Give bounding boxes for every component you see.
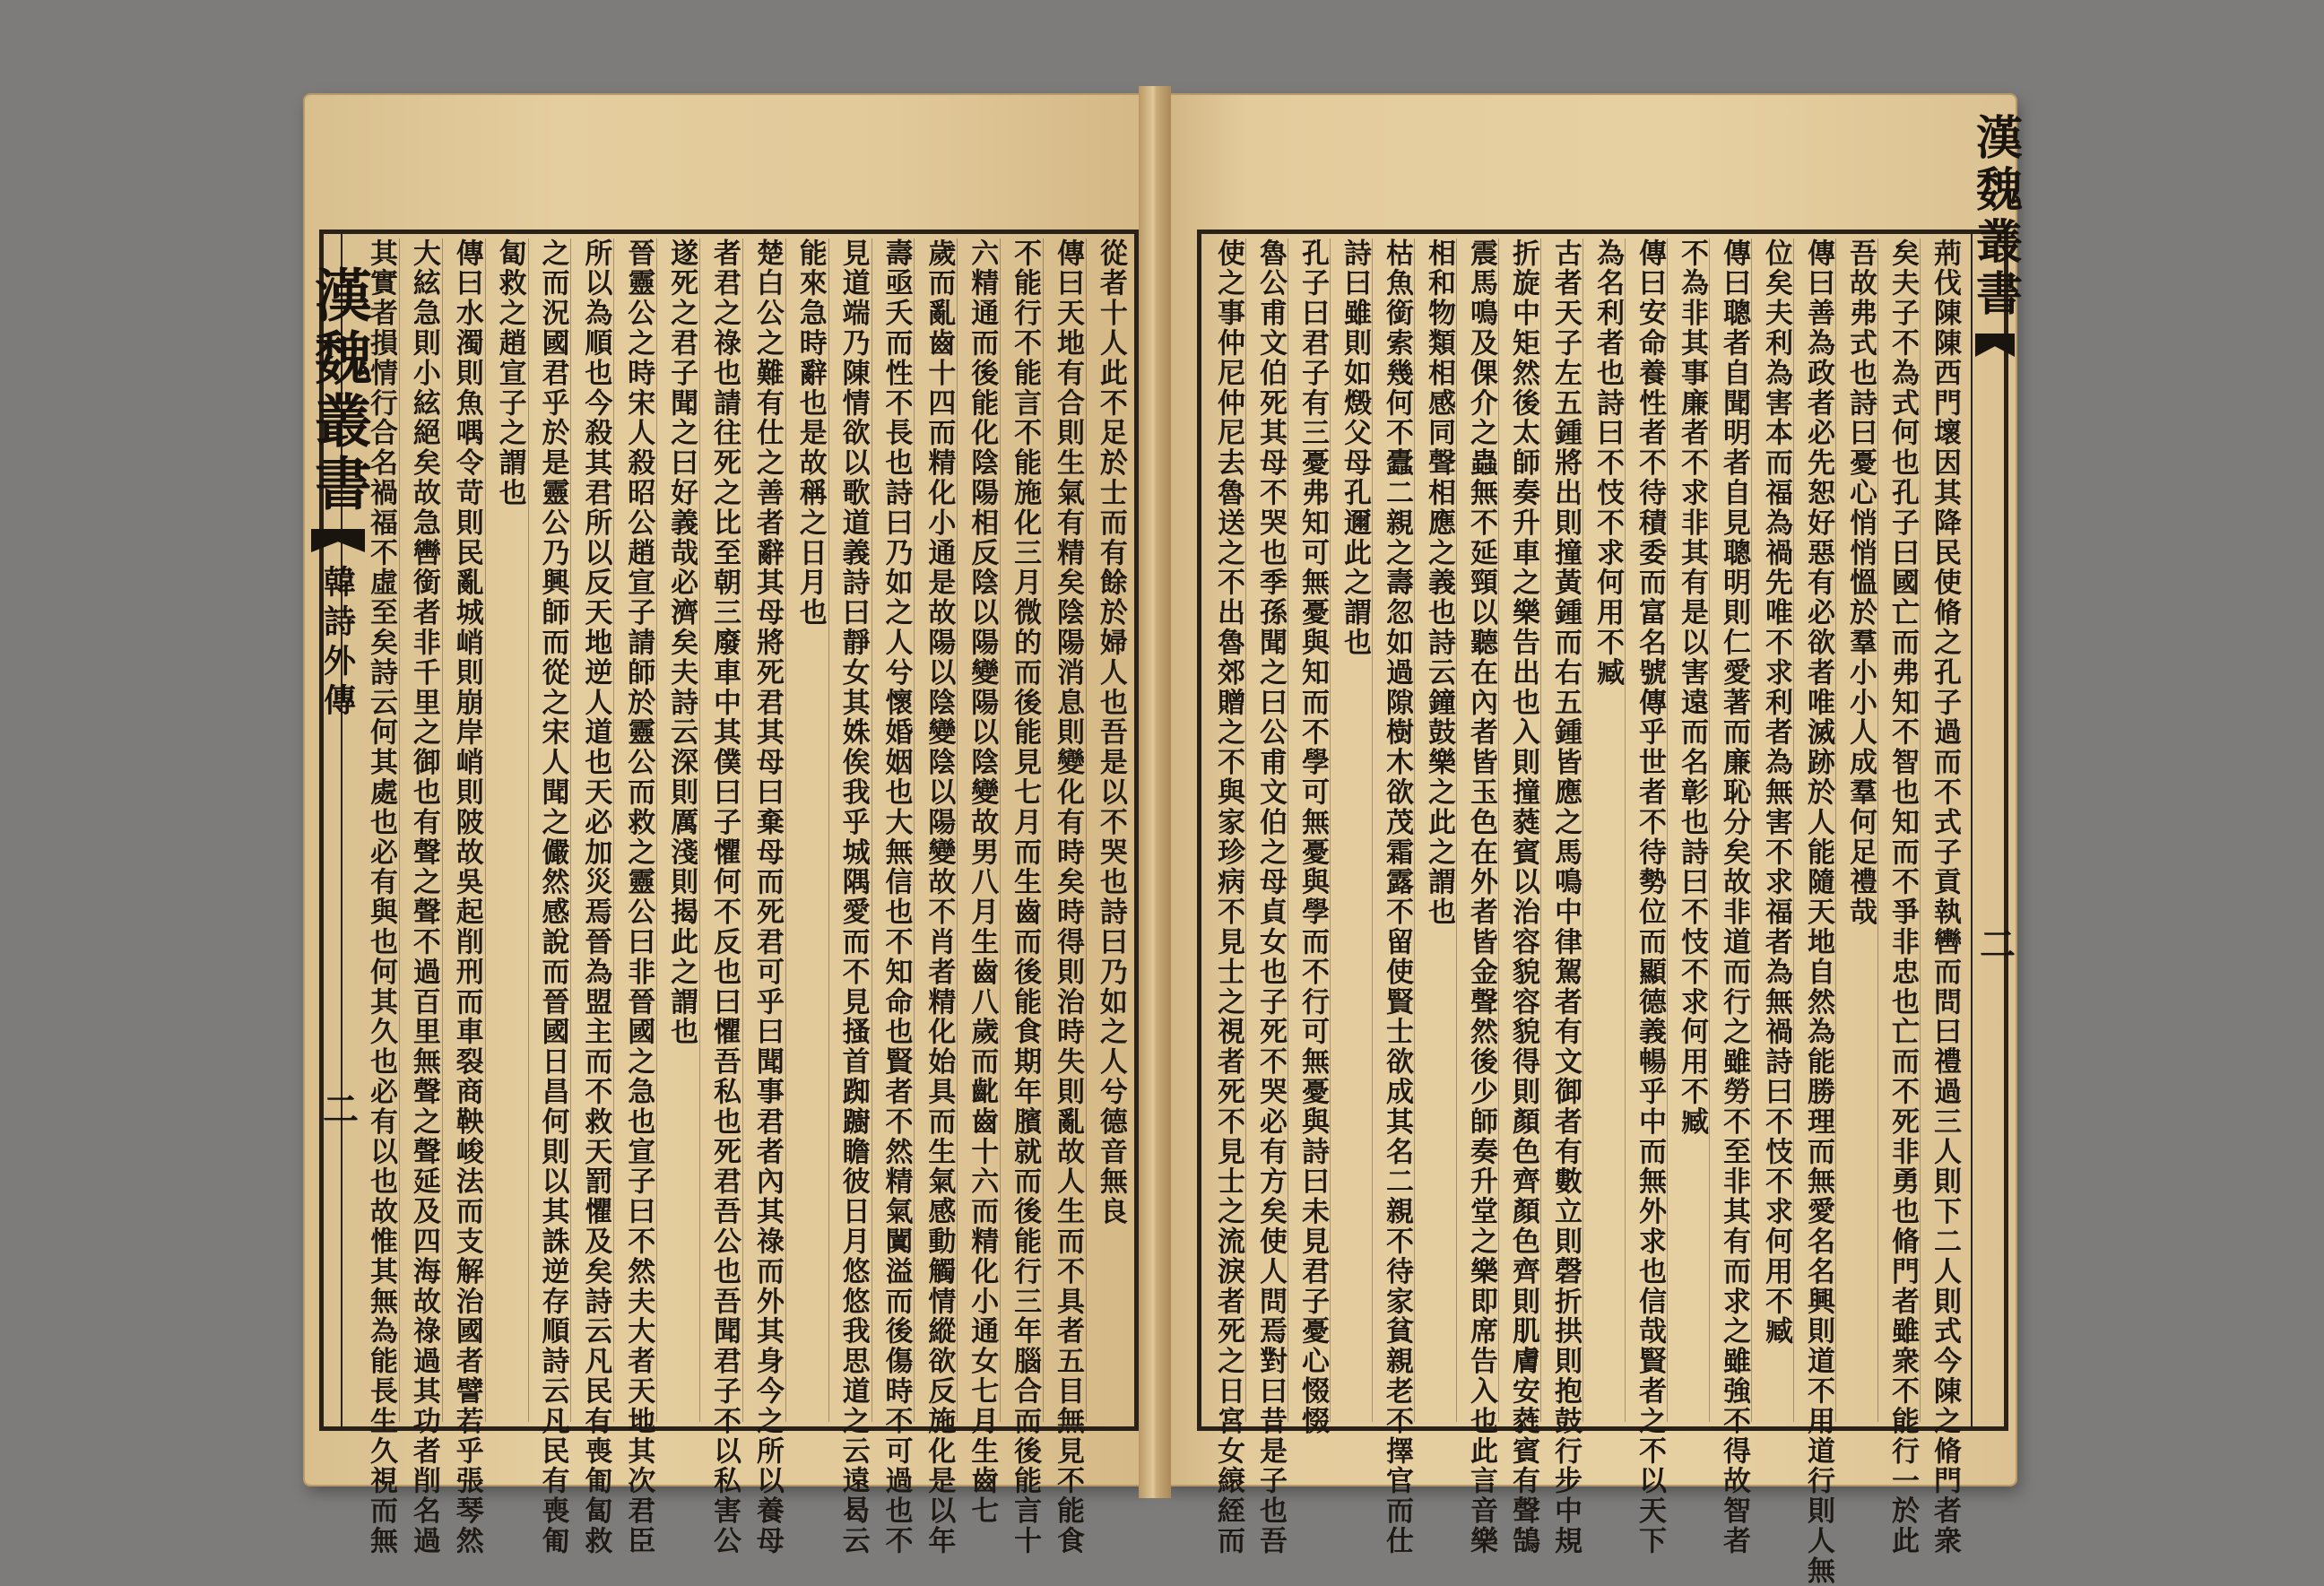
folio-number: 二: [317, 1090, 360, 1126]
text-column: 為名利者也詩曰不忮不求何用不臧: [1583, 238, 1625, 1422]
book-gutter: [1139, 86, 1171, 1498]
open-book: [305, 86, 2023, 1586]
text-column: 匐救之趙宣子之謂也: [485, 238, 527, 1422]
text-column: 吾故弗式也詩曰憂心悄悄慍於羣小小人成羣何足禮哉: [1835, 238, 1877, 1422]
text-column: 之而況國君乎於是靈公乃興師而從之宋人聞之儼然感說而晉國日昌何則以其誅逆存順詩云凡民有喪匍: [528, 238, 570, 1422]
left-text-columns: [357, 238, 1128, 1556]
text-column: 枯魚銜索幾何不蠹二親之壽忽如過隙樹木欲茂霜露不留使賢士欲成其名二親不待家貧親老不擇官而仕: [1372, 238, 1414, 1422]
text-column: 位矣夫利為害本而福為禍先唯不求利者為無害不求福者為無禍詩曰不忮不求何用不臧: [1751, 238, 1793, 1422]
text-column: 傳曰水濁則魚喁令苛則民亂城峭則崩岸峭則陂故吳起削刑而車裂商鞅峻法而支解治國者譬若乎張琴然: [442, 238, 484, 1422]
text-column: 相和物類相感同聲相應之義也詩云鐘鼓樂之此之謂也: [1414, 238, 1456, 1422]
text-column: 震馬鳴及倮介之蟲無不延頸以聽在內者皆玉色在外者皆金聲然後少師奏升堂之樂即席告入也此言音樂: [1456, 238, 1498, 1422]
text-column: 其實者損情行合名禍福不虛至矣詩云何其處也必有與也何其久也必有以也故惟其無為能長生久視而無: [365, 238, 397, 1556]
text-column: 從者十人此不足於士而有餘於婦人也吾是以不哭也詩曰乃如之人兮德音無良: [1086, 238, 1128, 1422]
text-column: 六精通而後能化陰陽相反陰以陽變陽以陰變故男八月生齒八歲而齔齒十六而精化小通女七月生齒七: [957, 238, 999, 1422]
text-column: 楚白公之難有仕之善者辭其母將死君其母曰棄母而死君可乎曰聞事君者內其祿而外其身今之所以養母: [742, 238, 785, 1422]
text-column: 使之事仲尼仲尼去魯送之不出魯郊贈之不與家珍病不見士之視者死不見士之流淚者死之日宮女縗絰而: [1212, 238, 1244, 1556]
book-title: 漢魏叢書: [305, 265, 372, 516]
section-title: 韓詩外傳: [318, 565, 357, 723]
folio-number: 二: [1973, 925, 2016, 961]
text-column: 古者天子左五鍾將出則撞黃鍾而右五鍾皆應之馬鳴中律駕者有文御者有數立則磬折拱則抱鼓行步中規: [1540, 238, 1583, 1422]
text-column: 孔子曰君子有三憂弗知可無憂與知而不學可無憂與學而不行可無憂與詩曰未見君子憂心惙惙: [1288, 238, 1330, 1422]
fishtail-mark: [1975, 334, 2015, 357]
text-column: 詩曰雖則如燬父母孔邇此之謂也: [1330, 238, 1372, 1422]
text-column: 矣夫子不為式何也孔子曰國亡而弗知不智也知而不爭非忠也亡而不死非勇也脩門者雖衆不能行一於此: [1877, 238, 1920, 1422]
book-title: 漢魏叢書: [1967, 113, 2023, 321]
text-column: 能來急時辭也是故稱之日月也: [785, 238, 828, 1422]
text-column: 不為非其事廉者不求非其有是以害遠而名彰也詩曰不忮不求何用不臧: [1667, 238, 1709, 1422]
text-column: 見道端乃陳情欲以歌道義詩曰靜女其姝俟我乎城隅愛而不見搔首踟躕瞻彼日月悠悠我思道之云遠曷云: [828, 238, 871, 1422]
right-page-margin: [1967, 113, 2023, 961]
text-column: 不能行不能言不能施化三月微的而後能見七月而生齒而後能食期年臏就而後能行三年腦合而後能言十: [1000, 238, 1042, 1422]
text-column: 晉靈公之時宋人殺昭公趙宣子請師於靈公而救之靈公曰非晉國之急也宣子曰不然夫大者天地其次君臣: [613, 238, 655, 1422]
text-column: 傳曰聰者自聞明者自見聰明則仁愛著而廉恥分矣故非道而行之雖勞不至非其有而求之雖強不得故智者: [1709, 238, 1751, 1422]
text-column: 傳曰安命養性者不待積委而富名號傳乎世者不待勢位而顯德義暢乎中而無外求也信哉賢者之不以天下: [1625, 238, 1667, 1422]
text-column: 歲而亂齒十四而精化小通是故陽以陰變陰以陽變故不肖者精化始具而生氣感動觸情縱欲反施化是以年: [914, 238, 956, 1422]
text-column: 所以為順也今殺其君所以反天地逆人道也天必加災焉晉為盟主而不救天罰懼及矣詩云凡民有喪匍匐救: [570, 238, 612, 1422]
right-text-columns: [1209, 238, 1962, 1586]
text-column: 傳曰天地有合則生氣有精矣陰陽消息則變化有時矣時得則治時失則亂故人生而不具者五目無見不能食: [1043, 238, 1085, 1422]
text-column: 遂死之君子聞之曰好義哉必濟矣夫詩云深則厲淺則揭此之謂也: [656, 238, 698, 1422]
text-column: 者君之祿也請往死之比至朝三廢車中其僕曰子懼何不反也曰懼吾私也死君吾公也吾聞君子不以私害公: [699, 238, 741, 1422]
text-column: 魯公甫文伯死其母不哭也季孫聞之曰公甫文伯之母貞女也子死不哭必有方矣使人問焉對曰昔是子也吾: [1245, 238, 1288, 1422]
text-column: 大絃急則小絃絕矣故急轡銜者非千里之御也有聲之聲不過百里無聲之聲延及四海故祿過其功者削名過: [399, 238, 441, 1422]
text-column: 荊伐陳陳西門壞因其降民使脩之孔子過而不式子貢執轡而問曰禮過三人則下二人則式今陳之脩門者衆: [1920, 238, 1962, 1422]
text-column: 傳曰善為政者必先恕好惡有必欲者唯滅跡於人能隨天地自然為能勝理而無愛名名興則道不用道行則人無: [1793, 238, 1835, 1422]
text-column: 折旋中矩然後太師奏升車之樂告出也入則撞蕤賓以治容貌容貌得則顏色齊顏色齊則肌膚安蕤賓有聲鵠: [1498, 238, 1540, 1422]
text-column: 壽亟夭而性不長也詩曰乃如之人兮懷婚姻也大無信也不知命也賢者不然精氣闐溢而後傷時不可過也不: [872, 238, 914, 1422]
